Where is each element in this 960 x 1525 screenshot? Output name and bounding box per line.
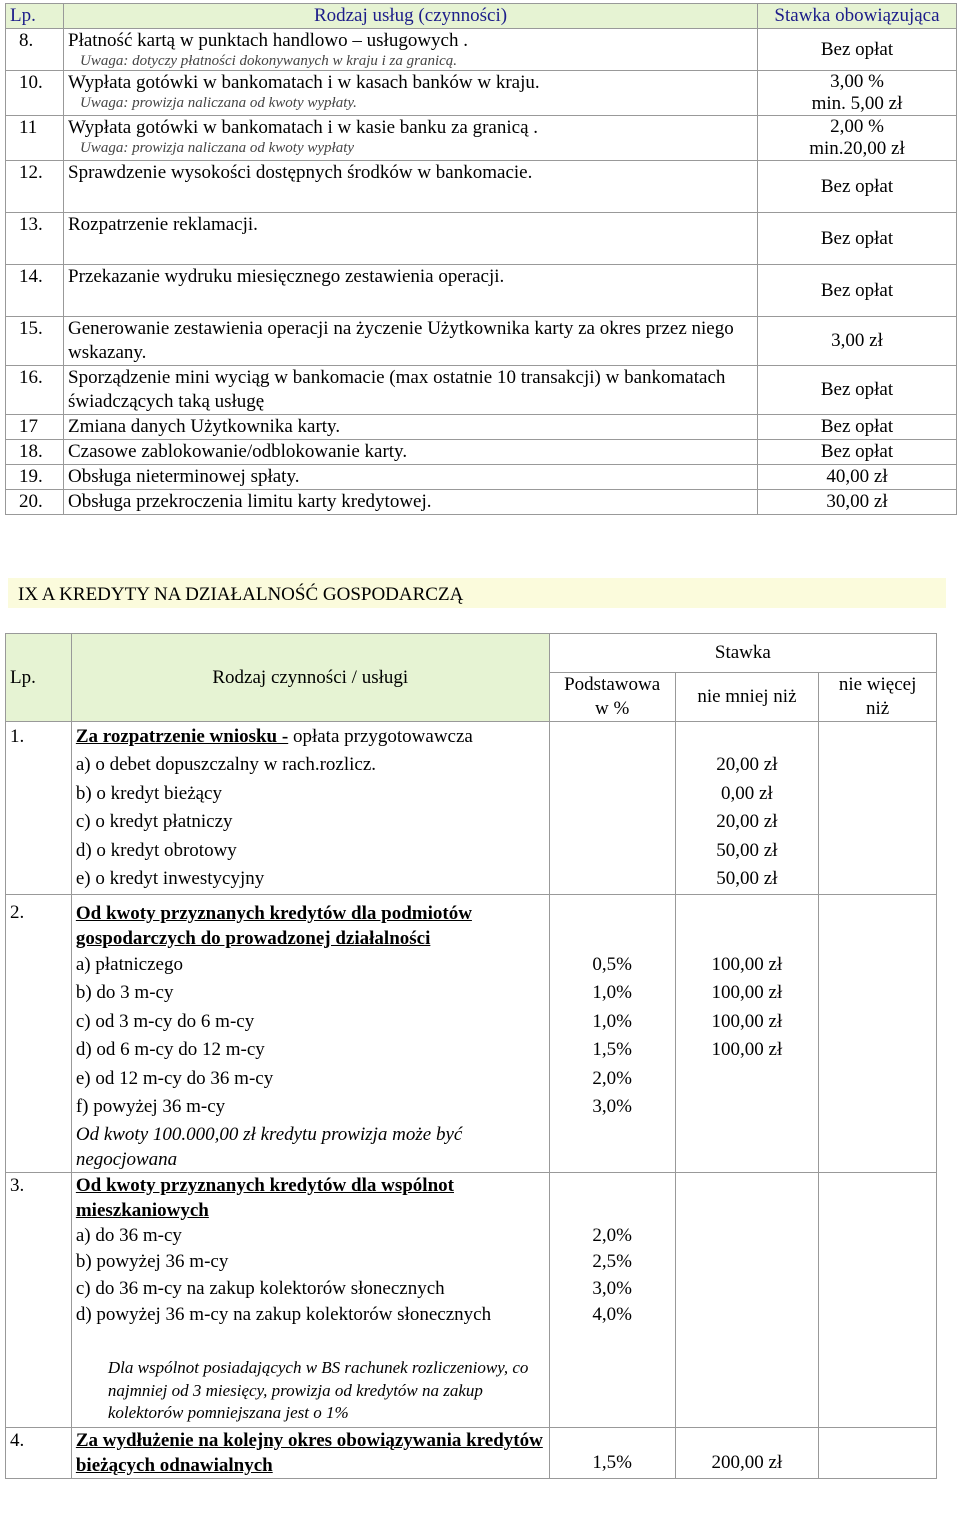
table-row — [6, 465, 957, 490]
row-fee-value: 3,00 % — [830, 71, 884, 92]
row-note: Uwaga: dotyczy płatności dokonywanych w kraju i za granicą. — [80, 53, 458, 69]
table-row — [6, 161, 957, 213]
group-3-items — [76, 1223, 545, 1328]
group-2-title — [76, 901, 545, 951]
row-lp: 12. — [6, 161, 64, 213]
table-row — [6, 490, 957, 515]
row-text: Zmiana danych Użytkownika karty. — [68, 416, 341, 437]
header-service: Rodzaj usług (czynności) — [64, 4, 758, 29]
header-max-line1: nie więcej — [838, 674, 917, 695]
group-3-title — [76, 1173, 545, 1223]
header-max — [819, 673, 937, 722]
item-label: c) od 3 m-cy do 6 m-cy — [75, 1010, 255, 1032]
row-lp: 16. — [6, 366, 64, 415]
row-description — [64, 366, 758, 415]
item-pct: 1,0% — [592, 982, 632, 1003]
header-type: Rodzaj czynności / usługi — [71, 634, 549, 722]
header-stawka: Stawka — [549, 634, 936, 673]
item-pct: 2,5% — [592, 1251, 632, 1272]
group-3-lp: 3. — [6, 1172, 72, 1427]
row-fee — [758, 366, 957, 415]
table-row — [6, 71, 957, 116]
table-row — [6, 213, 957, 265]
section-title: IX A KREDYTY NA DZIAŁALNOŚĆ GOSPODARCZĄ — [8, 578, 946, 608]
row-fee-value: 40,00 zł — [826, 466, 888, 487]
item-label: c) o kredyt płatniczy — [75, 811, 233, 832]
group-3-min-col — [675, 1172, 819, 1427]
row-fee — [758, 440, 957, 465]
group-4-row — [6, 1427, 937, 1478]
table-row — [6, 116, 957, 161]
row-lp: 19. — [6, 465, 64, 490]
row-fee-value: 30,00 zł — [826, 491, 888, 512]
table-row — [6, 29, 957, 71]
row-text: Generowanie zestawienia operacji na życzenie Użytkownika karty za okres przez niego wskazany. — [68, 318, 734, 363]
item-min — [680, 1065, 815, 1094]
row-description — [64, 213, 758, 265]
item-min: 100,00 zł — [711, 1010, 783, 1032]
group-1-title-bold: Za rozpatrzenie wniosku - — [75, 726, 289, 747]
header-base-line2: w % — [594, 698, 630, 719]
item-label: e) o kredyt inwestycyjny — [75, 868, 265, 889]
group-1-pct-col — [549, 722, 675, 895]
row-fee-value: Bez opłat — [820, 279, 894, 301]
item-label: d) od 6 m-cy do 12 m-cy — [75, 1039, 265, 1060]
row-fee — [758, 213, 957, 265]
item-label: e) od 12 m-cy do 36 m-cy — [75, 1067, 274, 1089]
header-lp: Lp. — [6, 634, 72, 722]
row-fee — [758, 116, 957, 161]
row-text: Sprawdzenie wysokości dostępnych środków w bankomacie. — [68, 162, 533, 183]
row-fee — [758, 415, 957, 440]
group-2-content — [71, 894, 549, 1172]
row-lp: 11 — [6, 116, 64, 161]
item-label: c) do 36 m-cy na zakup kolektorów słonecznych — [75, 1277, 445, 1299]
group-2-pct-col — [549, 894, 675, 1172]
row-description — [64, 265, 758, 317]
item-pct: 0,5% — [592, 953, 632, 975]
group-2-pcts — [554, 951, 671, 1122]
item-label: a) o debet dopuszczalny w rach.rozlicz. — [75, 754, 377, 775]
group-4-title — [71, 1427, 549, 1478]
row-fee-value: 2,00 % — [830, 116, 884, 137]
row-text: Wypłata gotówki w bankomatach i w kasie banku za granicą . — [68, 117, 538, 138]
row-fee-value: Bez opłat — [820, 379, 894, 400]
header-lp: Lp. — [6, 4, 64, 29]
table-row — [6, 440, 957, 465]
item-pct: 2,0% — [592, 1067, 632, 1089]
item-min: 20,00 zł — [716, 811, 778, 832]
row-lp: 13. — [6, 213, 64, 265]
row-fee — [758, 490, 957, 515]
item-label: b) do 3 m-cy — [75, 982, 174, 1003]
row-text: Sporządzenie mini wyciąg w bankomacie (max ostatnie 10 transakcji) w bankomatach świadczących taką usługę — [68, 367, 726, 412]
group-1-mins — [680, 751, 815, 894]
row-fee — [758, 29, 957, 71]
row-description — [64, 440, 758, 465]
group-1-row — [6, 722, 937, 895]
item-min: 100,00 zł — [711, 953, 783, 975]
item-min: 100,00 zł — [711, 1039, 783, 1060]
card-fees-body — [6, 29, 957, 515]
group-3-row — [6, 1172, 937, 1427]
item-pct: 3,0% — [592, 1096, 632, 1117]
row-note: Uwaga: prowizja naliczana od kwoty wypłaty — [80, 140, 355, 156]
item-label: d) powyżej 36 m-cy na zakup kolektorów słonecznych — [75, 1304, 492, 1325]
group-1-max-col — [819, 722, 937, 895]
row-description — [64, 465, 758, 490]
item-min — [680, 1093, 815, 1122]
item-label: d) o kredyt obrotowy — [75, 839, 237, 861]
group-4-title-text: Za wydłużenie na kolejny okres obowiązywania kredytów bieżących odnawialnych — [75, 1429, 543, 1476]
row-lp: 10. — [6, 71, 64, 116]
group-2-title-text: Od kwoty przyznanych kredytów dla podmiotów gospodarczych do prowadzonej działalności — [75, 902, 472, 949]
row-description — [64, 29, 758, 71]
header-max-line2: niż — [866, 698, 890, 719]
row-description — [64, 490, 758, 515]
table-row — [6, 415, 957, 440]
row-note: Uwaga: prowizja naliczana od kwoty wypłaty. — [80, 95, 357, 111]
item-label: f) powyżej 36 m-cy — [75, 1096, 226, 1117]
card-fees-table — [5, 3, 957, 515]
table-header-row — [6, 4, 957, 29]
row-lp: 15. — [6, 317, 64, 366]
row-fee-value: Bez opłat — [820, 227, 894, 249]
row-fee-min: min. 5,00 zł — [811, 93, 903, 114]
row-fee — [758, 71, 957, 116]
group-3-title-text: Od kwoty przyznanych kredytów dla wspólnot mieszkaniowych — [75, 1174, 454, 1221]
row-fee-value: 3,00 zł — [831, 330, 883, 351]
item-min: 100,00 zł — [711, 982, 783, 1003]
header-row-1 — [6, 634, 937, 673]
row-text: Przekazanie wydruku miesięcznego zestawienia operacji. — [68, 266, 505, 287]
group-2-note: Od kwoty 100.000,00 zł kredytu prowizja może być negocjowana — [75, 1123, 463, 1170]
row-text: Czasowe zablokowanie/odblokowanie karty. — [68, 441, 408, 462]
header-base-line1: Podstawowa — [564, 674, 661, 695]
item-pct: 3,0% — [592, 1277, 632, 1299]
table-row — [6, 366, 957, 415]
row-lp: 18. — [6, 440, 64, 465]
item-pct: 1,0% — [592, 1010, 632, 1032]
group-3-content — [71, 1172, 549, 1427]
group-4-min: 200,00 zł — [675, 1427, 819, 1478]
item-label: b) powyżej 36 m-cy — [75, 1251, 229, 1272]
row-fee — [758, 265, 957, 317]
row-description — [64, 161, 758, 213]
group-1-min-col — [675, 722, 819, 895]
row-lp: 20. — [6, 490, 64, 515]
group-4-lp: 4. — [6, 1427, 72, 1478]
group-2-max-col — [819, 894, 937, 1172]
row-lp: 17 — [6, 415, 64, 440]
group-1-title-rest: opłata przygotowawcza — [288, 726, 473, 747]
group-4-max-col — [819, 1427, 937, 1478]
row-lp: 14. — [6, 265, 64, 317]
row-description — [64, 71, 758, 116]
row-fee — [758, 317, 957, 366]
header-rate: Stawka obowiązująca — [758, 4, 957, 29]
header-min: nie mniej niż — [675, 673, 819, 722]
group-1-items — [76, 751, 545, 894]
row-fee — [758, 465, 957, 490]
item-pct: 4,0% — [592, 1304, 632, 1325]
item-label: a) do 36 m-cy — [75, 1224, 182, 1246]
table-row — [6, 265, 957, 317]
table-row — [6, 317, 957, 366]
item-min: 50,00 zł — [716, 868, 778, 889]
group-2-mins — [680, 951, 815, 1122]
row-text: Wypłata gotówki w bankomatach i w kasach banków w kraju. — [68, 72, 540, 93]
group-1-content — [71, 722, 549, 895]
item-min: 20,00 zł — [716, 754, 778, 775]
row-fee-value: Bez opłat — [820, 416, 894, 437]
header-base — [549, 673, 675, 722]
group-3-note: Dla wspólnot posiadających w BS rachunek rozliczeniowy, co najmniej od 3 miesięcy, prowizja od kredytów na zakup kolektorów pomniejszana jest o 1% — [107, 1358, 529, 1422]
item-min: 0,00 zł — [721, 782, 773, 804]
item-pct: 1,5% — [592, 1039, 632, 1060]
group-3-pct-col — [549, 1172, 675, 1427]
business-credit-table — [5, 633, 937, 1479]
row-text: Obsługa przekroczenia limitu karty kredytowej. — [68, 491, 432, 512]
group-2-items — [76, 951, 545, 1122]
row-fee-value: Bez opłat — [820, 441, 894, 462]
row-text: Obsługa nieterminowej spłaty. — [68, 466, 300, 487]
item-min: 50,00 zł — [716, 839, 778, 861]
row-description — [64, 317, 758, 366]
row-fee-min: min.20,00 zł — [809, 138, 905, 159]
group-3-max-col — [819, 1172, 937, 1427]
item-label: a) płatniczego — [75, 953, 183, 975]
group-2-min-col — [675, 894, 819, 1172]
row-fee-value: Bez opłat — [820, 175, 894, 197]
group-2-lp: 2. — [6, 894, 72, 1172]
row-fee — [758, 161, 957, 213]
group-2-row — [6, 894, 937, 1172]
row-text: Płatność kartą w punktach handlowo – usługowych . — [68, 30, 468, 51]
row-description — [64, 116, 758, 161]
item-pct: 2,0% — [592, 1224, 632, 1246]
row-fee-value: Bez opłat — [820, 38, 894, 60]
group-4-pct: 1,5% — [549, 1427, 675, 1478]
group-1-lp: 1. — [6, 722, 72, 895]
row-text: Rozpatrzenie reklamacji. — [68, 214, 258, 235]
group-1-title — [76, 723, 545, 751]
item-label: b) o kredyt bieżący — [75, 782, 222, 804]
row-description — [64, 415, 758, 440]
group-3-pcts — [554, 1223, 671, 1329]
row-lp: 8. — [6, 29, 64, 71]
